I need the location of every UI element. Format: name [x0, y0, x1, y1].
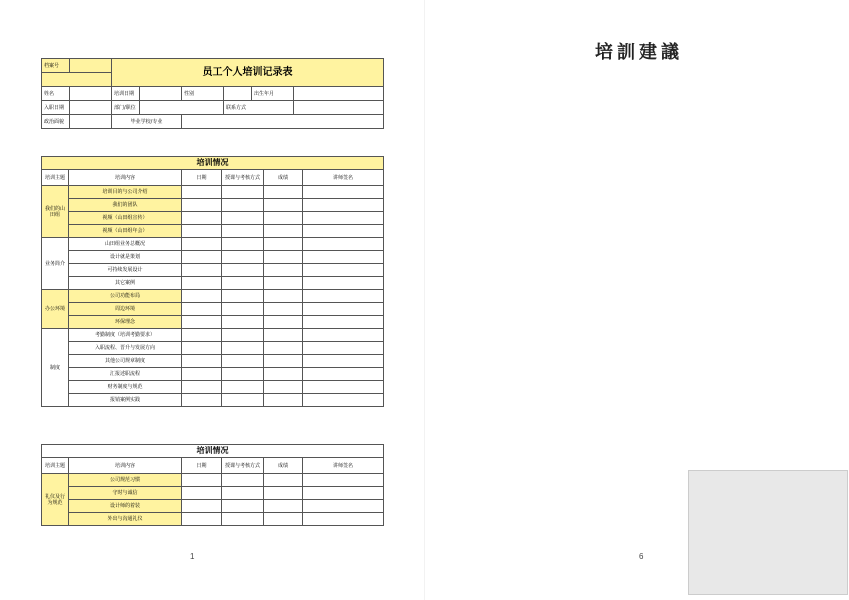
- col-header: 培训内容: [69, 458, 182, 474]
- signature-cell[interactable]: [303, 277, 384, 290]
- signature-cell[interactable]: [303, 316, 384, 329]
- page-number: 6: [639, 552, 644, 561]
- page-title: 培訓建議: [595, 42, 683, 63]
- method-cell[interactable]: [222, 303, 264, 316]
- people-with-bicycles-photo: [688, 470, 848, 595]
- col-header: 授课与考核方式: [222, 458, 264, 474]
- table-row: [42, 513, 384, 526]
- theme-cell: 制度: [42, 329, 69, 407]
- score-cell[interactable]: [264, 290, 303, 303]
- table-row: [42, 342, 384, 355]
- dept-field[interactable]: [140, 101, 224, 115]
- date-cell[interactable]: [182, 329, 222, 342]
- signature-cell[interactable]: [303, 500, 384, 513]
- content-cell: 我们的团队: [69, 199, 182, 212]
- date-cell[interactable]: [182, 251, 222, 264]
- table-row: [42, 225, 384, 238]
- score-cell[interactable]: [264, 368, 303, 381]
- left-page: [0, 0, 424, 600]
- signature-cell[interactable]: [303, 394, 384, 407]
- theme-cell: 我们的山田组: [42, 186, 69, 238]
- training-table-2-body: [42, 445, 384, 526]
- table-row: [42, 474, 384, 487]
- date-cell[interactable]: [182, 225, 222, 238]
- date-cell[interactable]: [182, 487, 222, 500]
- form-title: 员工个人培训记录表: [112, 59, 384, 87]
- political-field[interactable]: [70, 115, 112, 129]
- method-cell[interactable]: [222, 487, 264, 500]
- date-cell[interactable]: [182, 264, 222, 277]
- table-row: [42, 355, 384, 368]
- content-cell: 其他公司规章制度: [69, 355, 182, 368]
- content-cell: 外出与沟通礼仪: [69, 513, 182, 526]
- name-label: 姓名: [42, 87, 70, 101]
- method-cell[interactable]: [222, 212, 264, 225]
- table-row: [42, 264, 384, 277]
- birth-field[interactable]: [294, 87, 384, 101]
- signature-cell[interactable]: [303, 212, 384, 225]
- training-table-1-body: [42, 157, 384, 407]
- table-row: [42, 394, 384, 407]
- signature-cell[interactable]: [303, 303, 384, 316]
- score-cell[interactable]: [264, 199, 303, 212]
- entry-date-label: 入职日期: [42, 101, 70, 115]
- score-cell[interactable]: [264, 342, 303, 355]
- score-cell[interactable]: [264, 500, 303, 513]
- date-cell[interactable]: [182, 368, 222, 381]
- signature-cell[interactable]: [303, 251, 384, 264]
- table-row: [42, 251, 384, 264]
- signature-cell[interactable]: [303, 186, 384, 199]
- date-cell[interactable]: [182, 238, 222, 251]
- col-header: 成绩: [264, 458, 303, 474]
- method-cell[interactable]: [222, 225, 264, 238]
- signature-cell[interactable]: [303, 329, 384, 342]
- content-cell: 视频（山田组年会）: [69, 225, 182, 238]
- signature-cell[interactable]: [303, 474, 384, 487]
- section-title: 培训情况: [42, 445, 384, 458]
- table-row: [42, 316, 384, 329]
- score-cell[interactable]: [264, 212, 303, 225]
- date-cell[interactable]: [182, 513, 222, 526]
- signature-cell[interactable]: [303, 355, 384, 368]
- method-cell[interactable]: [222, 316, 264, 329]
- score-cell[interactable]: [264, 303, 303, 316]
- date-cell[interactable]: [182, 500, 222, 513]
- training-table-1: [41, 156, 384, 407]
- date-cell[interactable]: [182, 355, 222, 368]
- content-cell: 报销案例实践: [69, 394, 182, 407]
- signature-cell[interactable]: [303, 290, 384, 303]
- birth-label: 出生年月: [252, 87, 294, 101]
- date-cell[interactable]: [182, 394, 222, 407]
- content-cell: 守时与诚信: [69, 487, 182, 500]
- theme-cell: 礼仪及行为规范: [42, 474, 69, 526]
- score-cell[interactable]: [264, 277, 303, 290]
- header-row: [42, 170, 384, 186]
- signature-cell[interactable]: [303, 238, 384, 251]
- gender-label: 性别: [182, 87, 224, 101]
- method-cell[interactable]: [222, 238, 264, 251]
- train-date-label: 培训日期: [112, 87, 140, 101]
- signature-cell[interactable]: [303, 487, 384, 500]
- col-header: 培训内容: [69, 170, 182, 186]
- table-row: [42, 303, 384, 316]
- political-label: 政治面貌: [42, 115, 70, 129]
- date-cell[interactable]: [182, 303, 222, 316]
- school-field[interactable]: [182, 115, 384, 129]
- method-cell[interactable]: [222, 474, 264, 487]
- signature-cell[interactable]: [303, 225, 384, 238]
- score-cell[interactable]: [264, 513, 303, 526]
- score-cell[interactable]: [264, 251, 303, 264]
- content-cell: 培训目的与公司介绍: [69, 186, 182, 199]
- content-cell: 公司功能布局: [69, 290, 182, 303]
- content-cell: 环保理念: [69, 316, 182, 329]
- table-row: [42, 500, 384, 513]
- dept-label: 部门/职位: [112, 101, 140, 115]
- date-cell[interactable]: [182, 381, 222, 394]
- content-cell: 考勤制度（培训考勤要求）: [69, 329, 182, 342]
- employee-info-form: [41, 58, 384, 129]
- col-header: 日期: [182, 458, 222, 474]
- score-cell[interactable]: [264, 355, 303, 368]
- content-cell: 山田组业务总概况: [69, 238, 182, 251]
- score-cell[interactable]: [264, 264, 303, 277]
- signature-cell[interactable]: [303, 342, 384, 355]
- table-row: [42, 186, 384, 199]
- col-header: 讲师签名: [303, 458, 384, 474]
- score-cell[interactable]: [264, 381, 303, 394]
- content-cell: 其它案例: [69, 277, 182, 290]
- table-row: [42, 329, 384, 342]
- training-table-2: [41, 444, 384, 526]
- date-cell[interactable]: [182, 316, 222, 329]
- score-cell[interactable]: [264, 238, 303, 251]
- train-date-field[interactable]: [140, 87, 182, 101]
- section-title: 培训情况: [42, 157, 384, 170]
- entry-date-field[interactable]: [70, 101, 112, 115]
- date-cell[interactable]: [182, 290, 222, 303]
- contact-field[interactable]: [294, 101, 384, 115]
- name-field[interactable]: [70, 87, 112, 101]
- content-cell: 公司规范习惯: [69, 474, 182, 487]
- content-cell: 可持续发展设计: [69, 264, 182, 277]
- signature-cell[interactable]: [303, 264, 384, 277]
- score-cell[interactable]: [264, 487, 303, 500]
- method-cell[interactable]: [222, 251, 264, 264]
- content-cell: 汇报述职流程: [69, 368, 182, 381]
- score-cell[interactable]: [264, 186, 303, 199]
- right-page: [425, 0, 849, 600]
- table-row: [42, 199, 384, 212]
- method-cell[interactable]: [222, 199, 264, 212]
- score-cell[interactable]: [264, 329, 303, 342]
- content-cell: 视频（山田组宣传）: [69, 212, 182, 225]
- method-cell[interactable]: [222, 264, 264, 277]
- contact-label: 联系方式: [224, 101, 294, 115]
- method-cell[interactable]: [222, 394, 264, 407]
- date-cell[interactable]: [182, 342, 222, 355]
- table-row: [42, 381, 384, 394]
- content-cell: 设计师的着装: [69, 500, 182, 513]
- date-cell[interactable]: [182, 474, 222, 487]
- method-cell[interactable]: [222, 355, 264, 368]
- col-header: 讲师签名: [303, 170, 384, 186]
- content-cell: 设计就是策划: [69, 251, 182, 264]
- col-header: 培训主题: [42, 458, 69, 474]
- col-header: 培训主题: [42, 170, 69, 186]
- date-cell[interactable]: [182, 277, 222, 290]
- method-cell[interactable]: [222, 329, 264, 342]
- table-row: [42, 368, 384, 381]
- school-label: 毕业学校/专业: [112, 115, 182, 129]
- signature-cell[interactable]: [303, 381, 384, 394]
- method-cell[interactable]: [222, 290, 264, 303]
- score-cell[interactable]: [264, 474, 303, 487]
- table-row: [42, 487, 384, 500]
- gender-field[interactable]: [224, 87, 252, 101]
- score-cell[interactable]: [264, 225, 303, 238]
- theme-cell: 业务简介: [42, 238, 69, 290]
- date-cell[interactable]: [182, 212, 222, 225]
- content-cell: 财务制度与规范: [69, 381, 182, 394]
- header-row: [42, 458, 384, 474]
- score-cell[interactable]: [264, 394, 303, 407]
- file-no-label: 档案号: [42, 59, 70, 73]
- file-no-field[interactable]: [70, 59, 112, 73]
- method-cell[interactable]: [222, 513, 264, 526]
- title-spacer: [42, 73, 112, 87]
- date-cell[interactable]: [182, 186, 222, 199]
- col-header: 日期: [182, 170, 222, 186]
- content-cell: 入职流程、晋升与发展方向: [69, 342, 182, 355]
- method-cell[interactable]: [222, 277, 264, 290]
- signature-cell[interactable]: [303, 368, 384, 381]
- method-cell[interactable]: [222, 381, 264, 394]
- table-row: [42, 290, 384, 303]
- signature-cell[interactable]: [303, 199, 384, 212]
- theme-cell: 办公环境: [42, 290, 69, 329]
- method-cell[interactable]: [222, 186, 264, 199]
- method-cell[interactable]: [222, 500, 264, 513]
- content-cell: 周边环境: [69, 303, 182, 316]
- table-row: [42, 238, 384, 251]
- page-number: 1: [190, 552, 195, 561]
- table-row: [42, 277, 384, 290]
- method-cell[interactable]: [222, 368, 264, 381]
- col-header: 授课与考核方式: [222, 170, 264, 186]
- signature-cell[interactable]: [303, 513, 384, 526]
- method-cell[interactable]: [222, 342, 264, 355]
- col-header: 成绩: [264, 170, 303, 186]
- date-cell[interactable]: [182, 199, 222, 212]
- table-row: [42, 212, 384, 225]
- score-cell[interactable]: [264, 316, 303, 329]
